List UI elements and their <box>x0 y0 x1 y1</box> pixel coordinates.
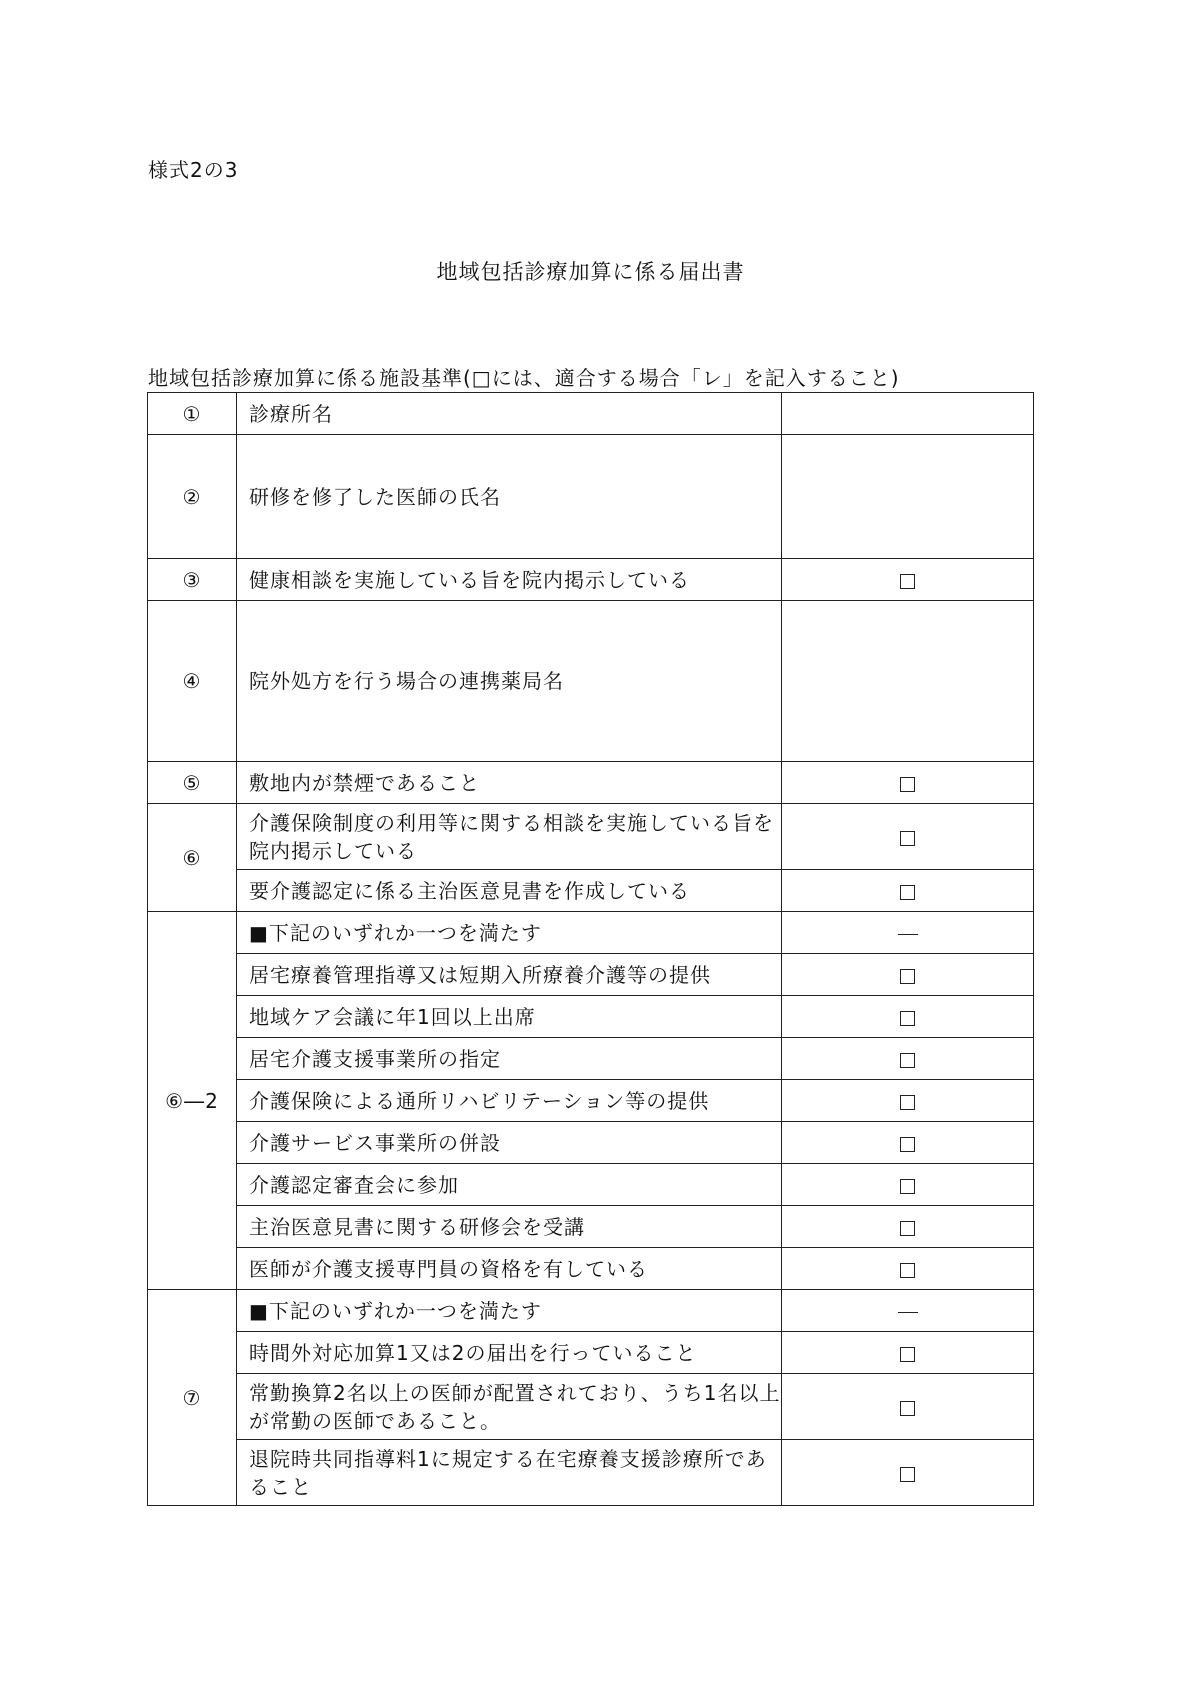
table-row <box>148 954 1034 996</box>
table-row <box>148 1290 1034 1332</box>
table-row <box>148 1206 1034 1248</box>
row-item: 診療所名 <box>237 393 782 435</box>
table-row <box>148 559 1034 601</box>
table-row <box>148 435 1034 559</box>
row-item: 健康相談を実施している旨を院内掲示している <box>237 559 782 601</box>
table-row <box>148 1164 1034 1206</box>
row-number: ⑥―2 <box>148 912 237 1290</box>
row-item: ■下記のいずれか一つを満たす <box>237 912 782 954</box>
checkbox[interactable] <box>900 969 915 984</box>
row-number: ⑤ <box>148 762 237 804</box>
dash-mark <box>898 1312 918 1313</box>
row-item: 時間外対応加算1又は2の届出を行っていること <box>237 1332 782 1374</box>
table-row <box>148 1374 1034 1440</box>
checkbox[interactable] <box>900 574 915 589</box>
checkbox[interactable] <box>900 1137 915 1152</box>
row-number: ④ <box>148 601 237 762</box>
checkbox[interactable] <box>900 1011 915 1026</box>
table-row <box>148 996 1034 1038</box>
table-row <box>148 393 1034 435</box>
row-number: ⑦ <box>148 1290 237 1506</box>
row-item: 研修を修了した医師の氏名 <box>237 435 782 559</box>
row-item: 介護保険制度の利用等に関する相談を実施している旨を院内掲示している <box>237 804 782 870</box>
checkbox[interactable] <box>900 1401 915 1416</box>
criteria-table <box>147 392 1034 1506</box>
row-item: 要介護認定に係る主治医意見書を作成している <box>237 870 782 912</box>
checkbox[interactable] <box>900 1179 915 1194</box>
table-row <box>148 1440 1034 1506</box>
row-item: 介護保険による通所リハビリテーション等の提供 <box>237 1080 782 1122</box>
row-item: 地域ケア会議に年1回以上出席 <box>237 996 782 1038</box>
table-row <box>148 601 1034 762</box>
checkbox[interactable] <box>900 1467 915 1482</box>
table-row <box>148 1122 1034 1164</box>
table-row <box>148 804 1034 870</box>
table-row <box>148 912 1034 954</box>
row-item: ■下記のいずれか一つを満たす <box>237 1290 782 1332</box>
row-item: 主治医意見書に関する研修会を受講 <box>237 1206 782 1248</box>
checkbox[interactable] <box>900 831 915 846</box>
row-number: ③ <box>148 559 237 601</box>
row-item: 敷地内が禁煙であること <box>237 762 782 804</box>
row-item: 居宅療養管理指導又は短期入所療養介護等の提供 <box>237 954 782 996</box>
row-item: 院外処方を行う場合の連携薬局名 <box>237 601 782 762</box>
table-row <box>148 870 1034 912</box>
doctor-name-field[interactable] <box>782 435 1034 559</box>
checkbox[interactable] <box>900 1347 915 1362</box>
table-row <box>148 1332 1034 1374</box>
checkbox[interactable] <box>900 777 915 792</box>
table-row <box>148 1248 1034 1290</box>
clinic-name-field[interactable] <box>782 393 1034 435</box>
document-title: 地域包括診療加算に係る届出書 <box>436 260 745 284</box>
row-number: ② <box>148 435 237 559</box>
row-number: ① <box>148 393 237 435</box>
checkbox[interactable] <box>900 1263 915 1278</box>
row-item: 医師が介護支援専門員の資格を有している <box>237 1248 782 1290</box>
checkbox[interactable] <box>900 1221 915 1236</box>
form-number: 様式2の3 <box>148 158 239 182</box>
checkbox[interactable] <box>900 1095 915 1110</box>
row-number: ⑥ <box>148 804 237 912</box>
pharmacy-name-field[interactable] <box>782 601 1034 762</box>
row-item: 常勤換算2名以上の医師が配置されており、うち1名以上が常勤の医師であること。 <box>237 1374 782 1440</box>
dash-mark <box>898 934 918 935</box>
row-item: 居宅介護支援事業所の指定 <box>237 1038 782 1080</box>
table-row <box>148 1080 1034 1122</box>
row-item: 介護サービス事業所の併設 <box>237 1122 782 1164</box>
table-row <box>148 762 1034 804</box>
row-item: 介護認定審査会に参加 <box>237 1164 782 1206</box>
section-caption: 地域包括診療加算に係る施設基準(□には、適合する場合「レ」を記入すること) <box>148 366 900 390</box>
checkbox[interactable] <box>900 1053 915 1068</box>
row-item: 退院時共同指導料1に規定する在宅療養支援診療所であること <box>237 1440 782 1506</box>
table-row <box>148 1038 1034 1080</box>
checkbox[interactable] <box>900 885 915 900</box>
